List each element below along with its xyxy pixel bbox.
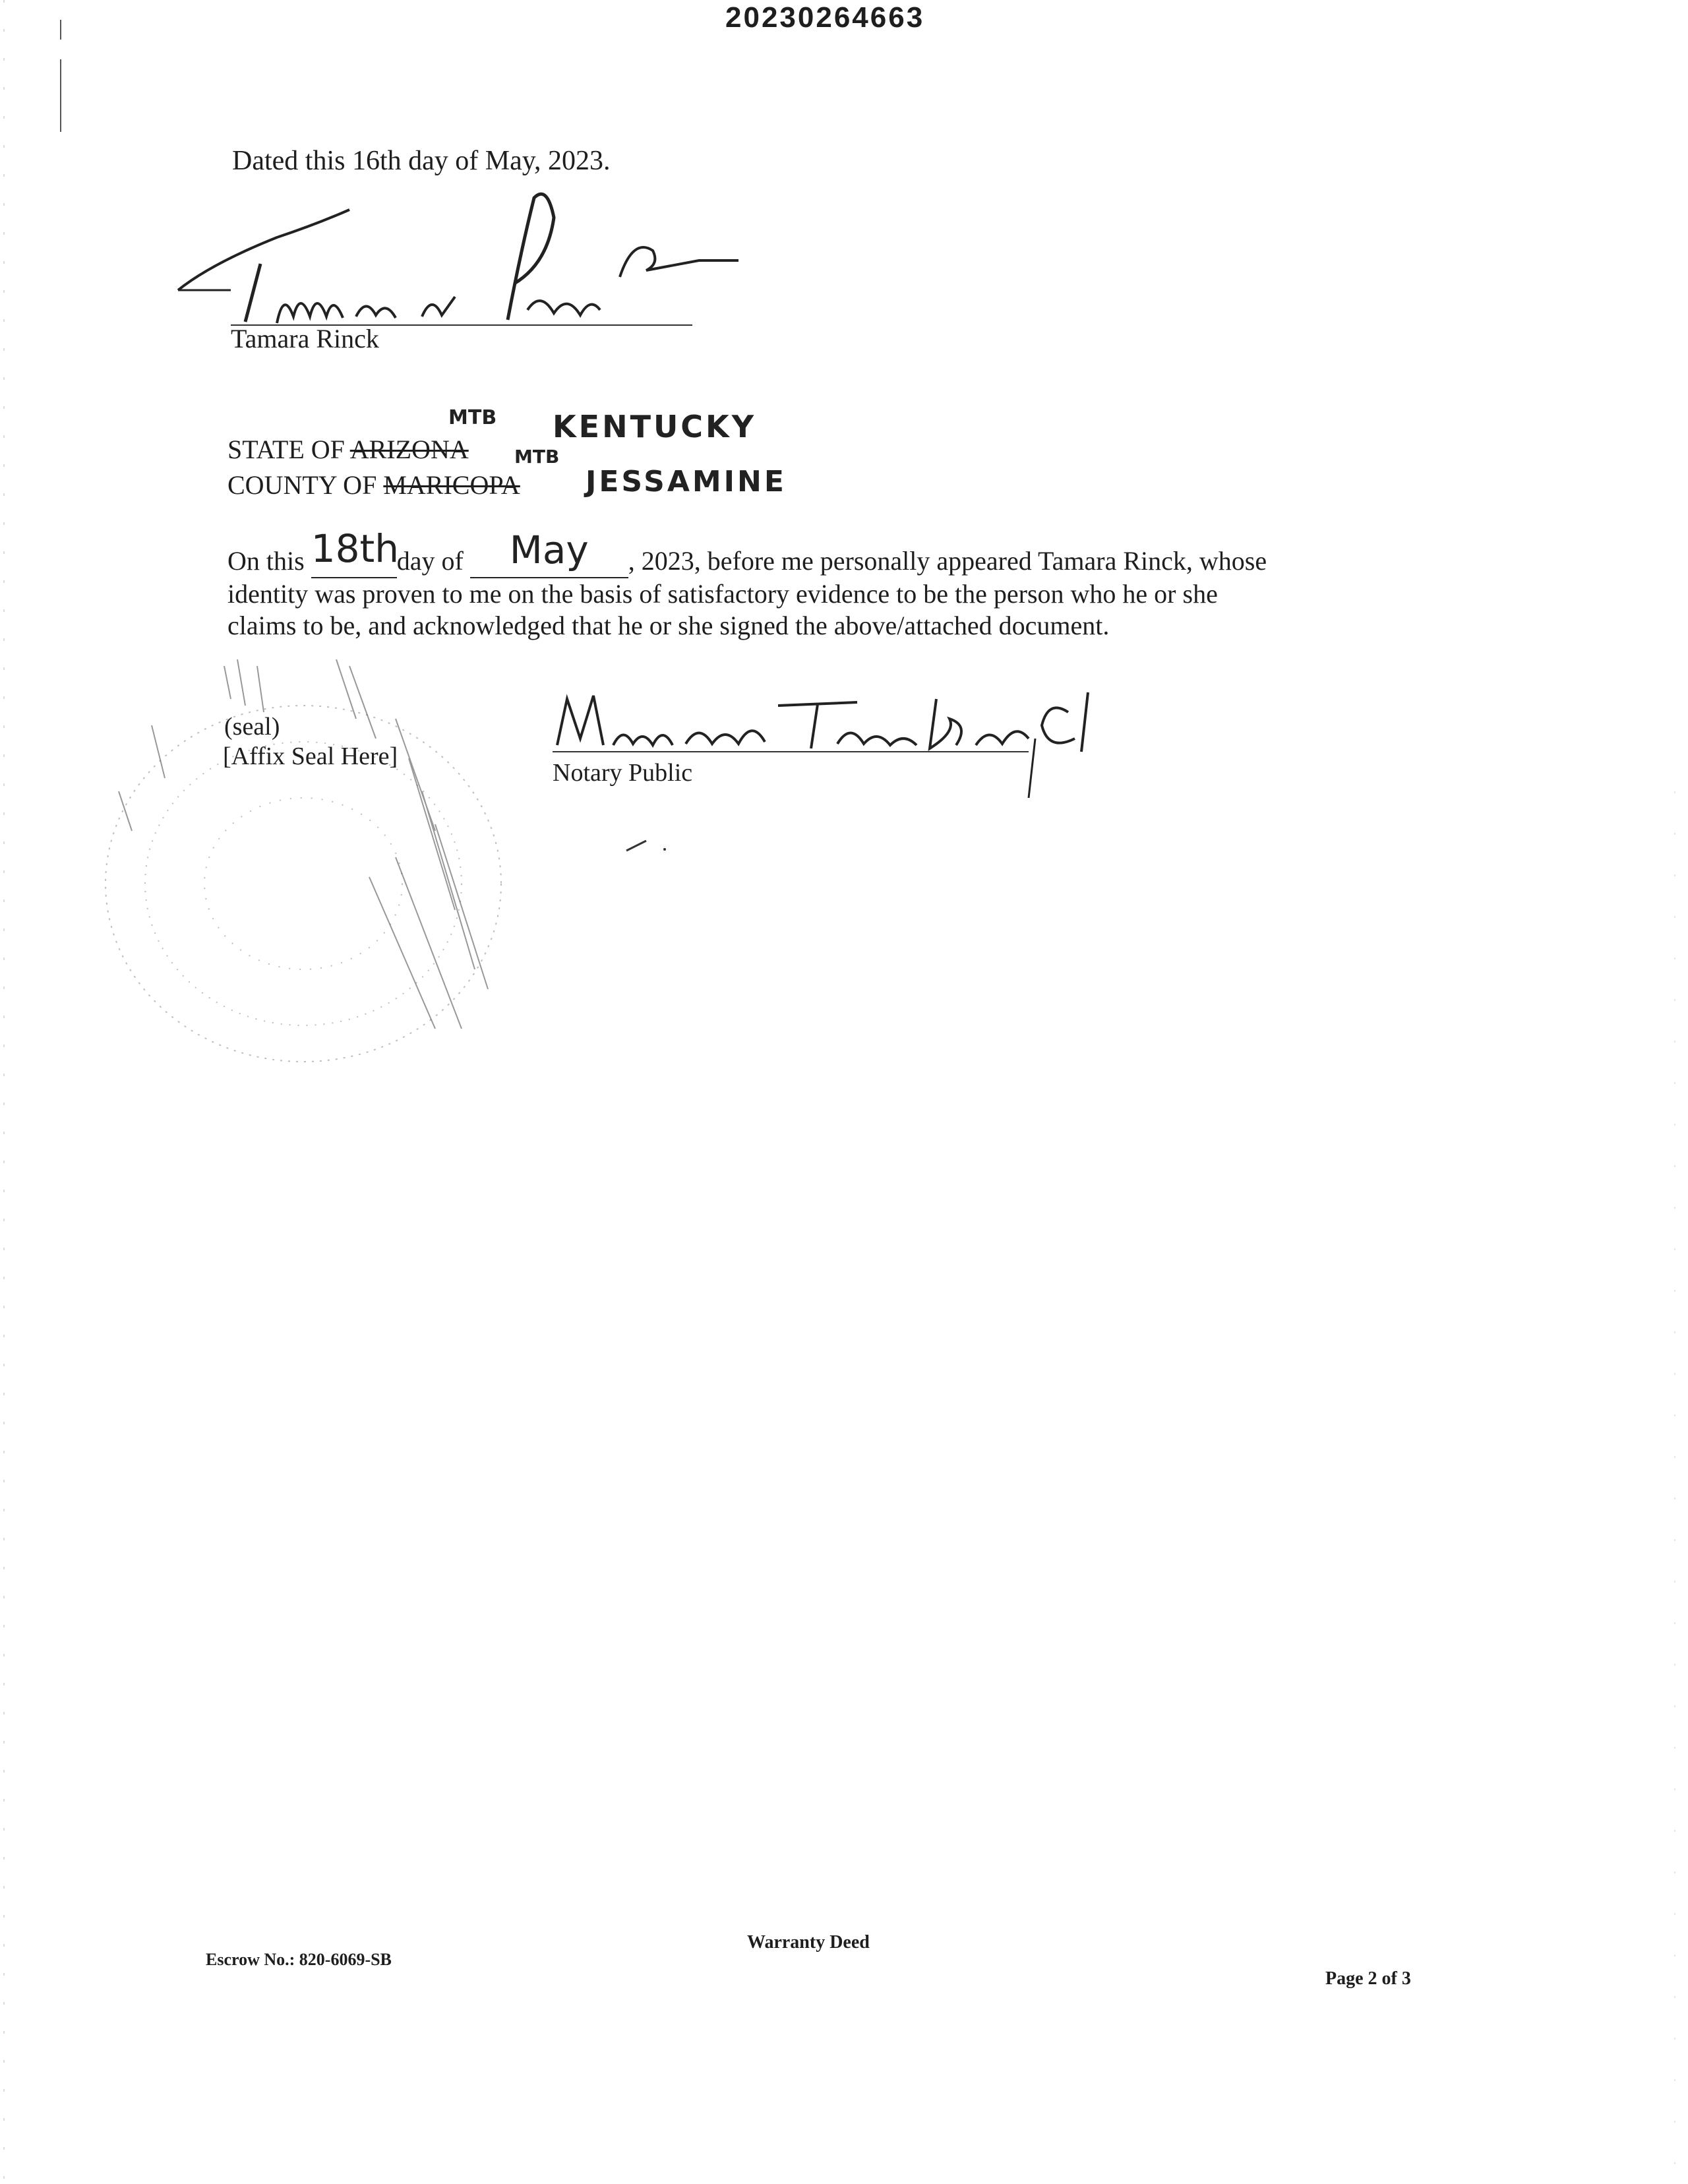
- recording-number: 20230264663: [725, 1, 925, 34]
- signer-name: Tamara Rinck: [231, 324, 379, 353]
- seal-label: (seal): [224, 713, 280, 741]
- footer-escrow-number: Escrow No.: 820-6069-SB: [206, 1950, 392, 1969]
- ack-month-handwritten: May: [509, 528, 589, 572]
- county-label: COUNTY OF: [227, 470, 384, 500]
- state-struck-value: ARIZONA: [349, 435, 469, 464]
- state-label: STATE OF: [227, 435, 350, 464]
- footer-document-type: Warranty Deed: [747, 1932, 870, 1953]
- notary-title: Notary Public: [553, 759, 693, 787]
- footer-page-number: Page 2 of 3: [1325, 1968, 1411, 1989]
- county-handwritten: JESSAMINE: [586, 465, 787, 499]
- state-handwritten: KENTUCKY: [553, 409, 757, 444]
- ack-mid: day of: [396, 546, 464, 576]
- initials-state: MTB: [448, 406, 497, 429]
- initials-county: MTB: [514, 446, 560, 468]
- ack-intro: On this: [227, 546, 305, 576]
- county-struck-value: MARICOPA: [383, 470, 520, 500]
- seal-placeholder: [Affix Seal Here]: [223, 743, 398, 770]
- ack-line-2: identity was proven to me on the basis of satisfactory evidence to be the person who he or she: [227, 579, 1218, 609]
- ack-line-3: claims to be, and acknowledged that he or she signed the above/attached document.: [227, 611, 1110, 640]
- dated-line: Dated this 16th day of May, 2023.: [232, 146, 611, 176]
- ack-line1-rest: , 2023, before me personally appeared Tamara Rinck, whose: [628, 546, 1267, 576]
- ack-day-handwritten: 18th: [311, 526, 399, 571]
